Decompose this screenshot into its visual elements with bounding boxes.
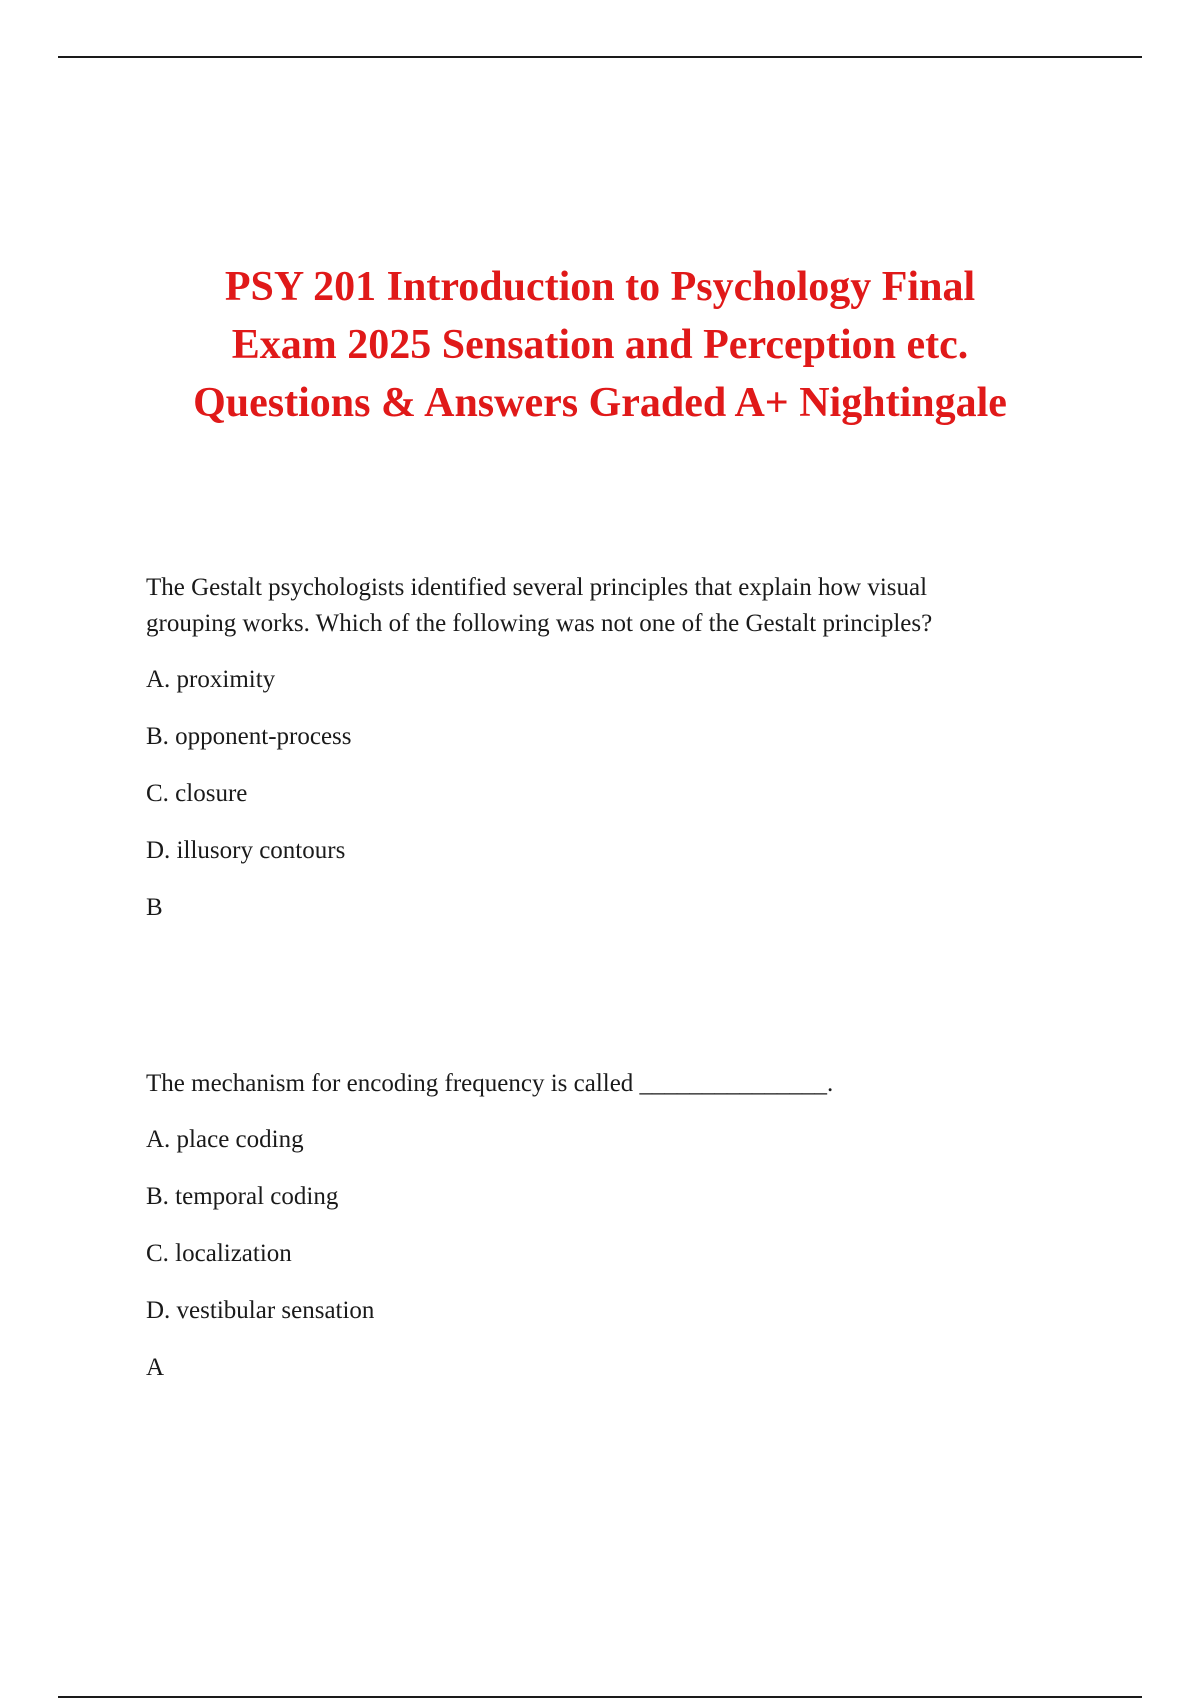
footer-rule xyxy=(58,1696,1142,1698)
correct-answer: B xyxy=(146,894,163,921)
question-text xyxy=(146,570,1086,642)
answer-option: A. proximity xyxy=(146,666,276,693)
answer-option: B. temporal coding xyxy=(146,1183,339,1210)
question-block xyxy=(146,570,1086,926)
question-text-line: The Gestalt psychologists identified several principles that explain how visual xyxy=(146,574,928,601)
answer-option: B. opponent-process xyxy=(146,723,352,750)
answer-option: C. closure xyxy=(146,780,248,807)
answer-option: D. vestibular sensation xyxy=(146,1297,375,1324)
answer-option: C. localization xyxy=(146,1240,292,1267)
question-text-line: grouping works. Which of the following was not one of the Gestalt principles? xyxy=(146,610,933,637)
title-line: Questions & Answers Graded A+ Nightingale xyxy=(193,380,1007,426)
document-title xyxy=(120,258,1080,432)
title-line: PSY 201 Introduction to Psychology Final xyxy=(224,264,976,310)
question-text xyxy=(146,1066,1086,1102)
question-text-line: The mechanism for encoding frequency is called _______________. xyxy=(146,1070,834,1097)
answer-option: A. place coding xyxy=(146,1126,304,1153)
question-block xyxy=(146,1066,1086,1386)
header-rule xyxy=(58,56,1142,58)
title-line: Exam 2025 Sensation and Perception etc. xyxy=(231,322,969,368)
answer-option: D. illusory contours xyxy=(146,837,346,864)
correct-answer: A xyxy=(146,1354,165,1381)
